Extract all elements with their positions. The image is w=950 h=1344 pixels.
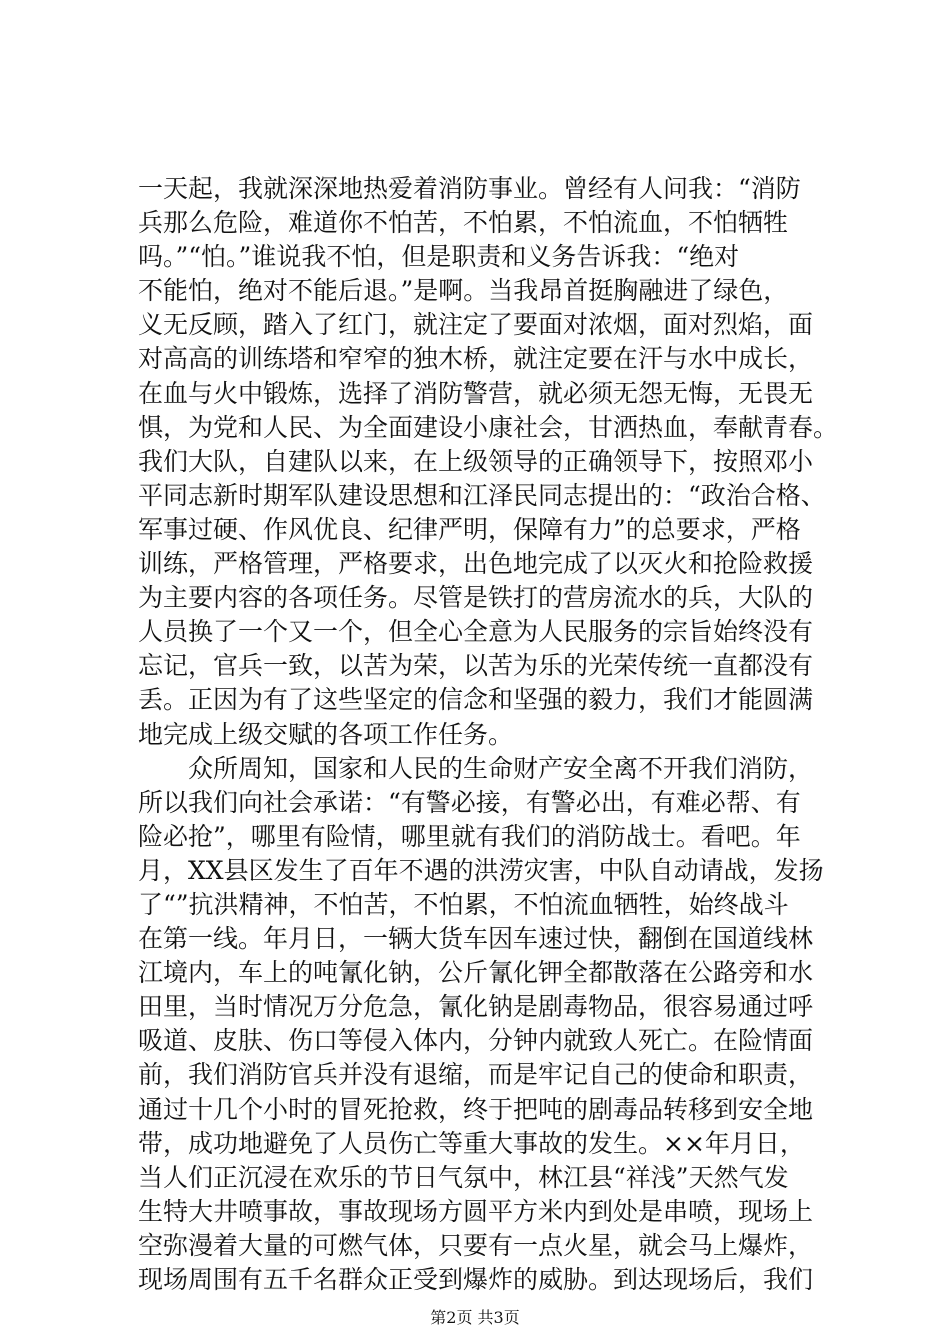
text-line: 当人们正沉浸在欢乐的节日气氛中，林江县“祥浅”天然气发: [138, 1162, 789, 1192]
text-line: 江境内，车上的吨氰化钠，公斤氰化钾全都散落在公路旁和水: [138, 958, 814, 988]
text-line: 训练，严格管理，严格要求，出色地完成了以灭火和抢险救援: [138, 549, 814, 579]
text-line: 吸道、皮肤、伤口等侵入体内，分钟内就致人死亡。在险情面: [138, 1026, 814, 1056]
page-footer: [0, 1305, 950, 1328]
text-line: 田里，当时情况万分危急，氰化钠是剧毒物品，很容易通过呼: [138, 992, 814, 1022]
text-line: 了“”抗洪精神，不怕苦，不怕累，不怕流血牺牲，始终战斗: [138, 889, 789, 919]
text-line: 所以我们向社会承诺：“有警必接，有警必出，有难必帮、有: [138, 787, 801, 817]
page-number: 第2页 共3页: [430, 1308, 520, 1327]
text-line: 一天起，我就深深地热爱着消防事业。曾经有人问我：“消防: [138, 174, 801, 203]
text-line: 我们大队，自建队以来，在上级领导的正确领导下，按照邓小: [138, 446, 814, 476]
text-line: 在血与火中锻炼，选择了消防警营，就必须无怨无悔，无畏无: [138, 378, 814, 408]
text-line: 现场周围有五千名群众正受到爆炸的威胁。到达现场后，我们: [138, 1265, 814, 1294]
text-line: 不能怕，绝对不能后退。”是啊。当我昂首挺胸融进了绿色，: [138, 276, 789, 306]
text-line: 为主要内容的各项任务。尽管是铁打的营房流水的兵，大队的: [138, 583, 814, 613]
text-line: 平同志新时期军队建设思想和江泽民同志提出的：“政治合格、: [138, 480, 826, 510]
text-line: 惧，为党和人民、为全面建设小康社会，甘洒热血，奉献青春。: [138, 412, 839, 442]
text-line: 义无反顾，踏入了红门，就注定了要面对浓烟，面对烈焰，面: [138, 310, 814, 340]
text-line: 忘记，官兵一致，以苦为荣，以苦为乐的光荣传统一直都没有: [138, 651, 814, 681]
text-line: 带，成功地避免了人员伤亡等重大事故的发生。××年月日，: [138, 1128, 805, 1158]
text-line: 月，XX县区发生了百年不遇的洪涝灾害，中队自动请战，发扬: [138, 855, 824, 885]
text-line: 吗。”“怕。”谁说我不怕，但是职责和义务告诉我：“绝对: [138, 242, 740, 272]
text-line: 人员换了一个又一个，但全心全意为人民服务的宗旨始终没有: [138, 617, 814, 647]
text-line: 丢。正因为有了这些坚定的信念和坚强的毅力，我们才能圆满: [138, 685, 814, 715]
text-line: 生特大井喷事故，事故现场方圆平方米内到处是串喷，现场上: [138, 1196, 814, 1226]
text-line: 前，我们消防官兵并没有退缩，而是牢记自己的使命和职责，: [138, 1060, 814, 1090]
text-line: 众所周知，国家和人民的生命财产安全离不开我们消防，: [138, 753, 814, 783]
text-line: 地完成上级交赋的各项工作任务。: [138, 719, 514, 749]
text-line: 兵那么危险，难道你不怕苦，不怕累，不怕流血，不怕牺牲: [138, 208, 789, 238]
text-line: 空弥漫着大量的可燃气体，只要有一点火星，就会马上爆炸，: [138, 1230, 814, 1260]
text-line: 通过十几个小时的冒死抢救，终于把吨的剧毒品转移到安全地: [138, 1094, 814, 1124]
text-line: 在第一线。年月日，一辆大货车因车速过快，翻倒在国道线林: [138, 924, 814, 954]
text-line: 对高高的训练塔和窄窄的独木桥，就注定要在汗与水中成长，: [138, 344, 814, 374]
body-text: [138, 172, 838, 1297]
text-line: 军事过硬、作风优良、纪律严明，保障有力”的总要求，严格: [138, 514, 801, 544]
text-line: 险必抢”，哪里有险情，哪里就有我们的消防战士。看吧。年: [138, 821, 801, 851]
